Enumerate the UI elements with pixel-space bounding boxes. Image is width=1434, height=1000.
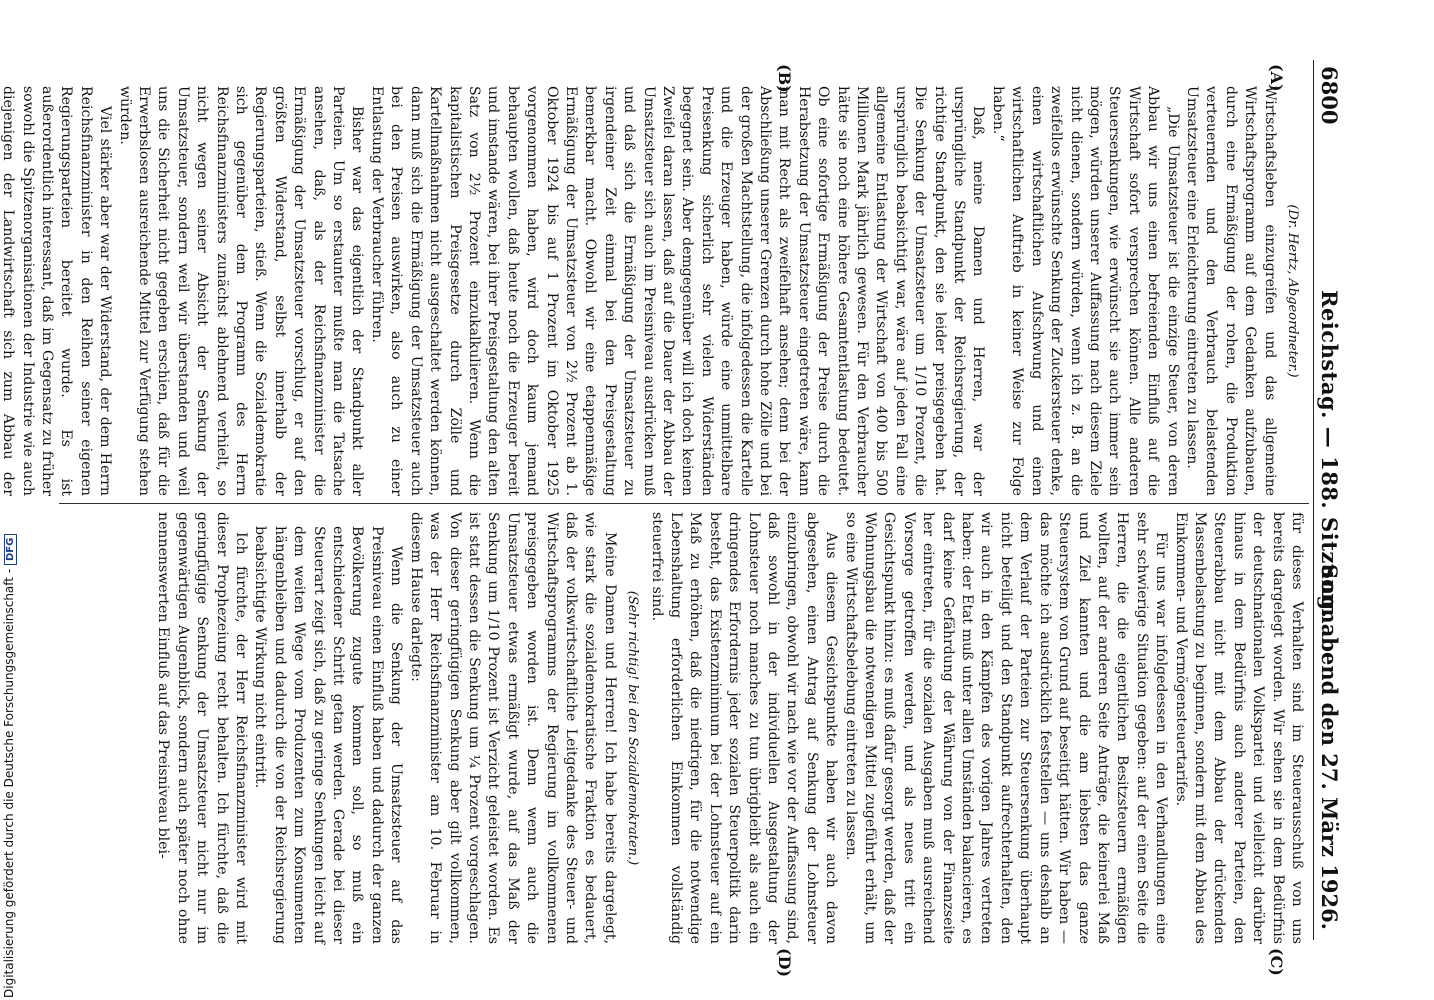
margin-letter-c: (C)	[1267, 948, 1286, 976]
paragraph: Viel stärker aber war der Widerstand, der dem Herrn Reichsfinanzminister in den Reihen seiner eigenen Regierungsparteien bereitet wurde. Es ist außerordentlich interessant, daß im Gegensatz zu früher sowohl die Spitzenorganisationen der Industrie wie auch diejenigen der Landwirtschaft sich zum Abbau der	[0, 86, 114, 496]
digitization-credit	[2, 8, 18, 998]
paragraph: Für uns war infolgedessen in den Verhandlungen eine sehr schwierige Situation gegeben: auf der einen Seite die Herren, die die eigentlichen Besitzsteuern ermäßigen wollten, auf der anderen Seite Anträge, die keinerlei Maß und Ziel kannten und die am liebsten das ganze Steuersystem von Grund auf beseitigt hätten. Wir haben — das möchte ich ausdrücklich feststellen — uns deshalb an dem Verlauf der Parteien zur Steuersenkung überhaupt nicht beteiligt und den Standpunkt aufrechterhalten, den wir auch in den Kämpfen des vorigen Jahres vertreten haben: der Etat muß unter allen Umständen balancieren, es darf keine Gefährdung der Währung von der Finanzseite her eintreten, für die sozialen Ausgaben muß ausreichend Vorsorge getroffen werden, und als neues tritt ein Gesichtspunkt hinzu: es muß dafür gesorgt werden, daß der Wohnungsbau die notwendigen Mittel zugeführt erhält, um so eine Wirtschaftsbelebung eintreten zu lassen.	[842, 512, 1170, 944]
margin-letter-d: (D)	[775, 948, 794, 978]
paragraph: Ich fürchte, der Herr Reichsfinanzminister wird mit dieser Prophezeiung recht behalten. Ich fürchte, daß die geringfügige Senkung der Umsatzsteuer nicht nur im gegenwärtigen Augenblick, sondern auch später noch ohne nennenswerten Einfluß auf das Preisniveau blei-	[155, 512, 250, 944]
interjection: (Sehr richtig! bei den Sozialdemokraten.)	[625, 590, 641, 866]
credit-text: Digitalisierung gefördert durch die Deutsche Forschungsgemeinschaft -	[2, 568, 16, 998]
paragraph: Wirtschaftsleben einzugreifen und das allgemeine Wirtschaftsprogramm auf dem Gedanken aufzubauen, durch eine Ermäßigung der rohen, die Produktion verteuernden und den Verbrauch belastenden Umsatzsteuer eine Erleichterung eintreten zu lassen.	[1183, 86, 1278, 496]
paragraph: Bisher war das eigentlich der Standpunkt aller Parteien. Um so erstaunter mußte man die Tatsache ansehen, daß, als der Reichsfinanzminister die Ermäßigung der Umsatzsteuer vorschlug, er auf den größten Widerstand, selbst innerhalb der Regierungsparteien, stieß. Wenn die Sozialdemokratie sich gegenüber dem Programm des Herrn Reichsfinanzministers zunächst ablehnend verhielt, so nicht wegen seiner Absicht der Senkung der Umsatzsteuer, sondern weil wir überstanden und weil uns die Sicherheit nicht gegeben erschien, daß für die Erwerbslosen ausreichende Mittel zur Verfügung stehen würden.	[116, 86, 366, 496]
page-header	[1313, 60, 1344, 940]
paragraph: „Die Umsatzsteuer ist die einzige Steuer, von deren Abbau wir uns einen befreienden Einfluß auf die Wirtschaft sofort versprechen können. Alle anderen Steuersenkungen, wie erwünscht sie auch immer sein mögen, würden unserer Auffassung nach diesem Ziele nicht dienen, sondern würden, wenn ich z. B. an die zweifellos erwünschte Senkung der Zuckersteuer denke, einen wirtschaftlichen Aufschwung und einen wirtschaftlichen Auftrieb in keiner Weise zur Folge haben.“	[989, 86, 1181, 496]
paragraph: Aus diesem Gesichtspunkte haben wir auch davon abgesehen, einen Antrag auf Senkung der Lohnsteuer einzubringen, obwohl wir nach wie vor der Auffassung sind, daß sowohl in der individuellen Ausgestaltung der Lohnsteuer noch manches zu tun übrigbleibt als auch ein dringendes Erfordernis jeder sozialen Steuerpolitik darin besteht, das Existenzminimum bei der Lohnsteuer auf ein Maß zu erhöhen, daß die niedrigen, für die notwendige Lebenshaltung erforderlichen Einkommen vollständig steuerfrei sind.	[648, 512, 840, 944]
quote-paragraph: Wenn die Senkung der Umsatzsteuer auf das Preisniveau einen Einfluß haben und dadurch der ganzen Bevölkerung zugute kommen soll, so muß ein entschiedener Schritt getan werden. Gerade bei dieser Steuerart zeigt sich, daß zu geringe Senkungen leicht auf dem weiten Wege vom Produzenten zum Konsumenten hängenbleiben und dadurch die von der Reichsregierung beabsichtigte Wirkung nicht eintritt.	[252, 526, 405, 944]
paragraph: Meine Damen und Herren! Ich habe bereits dargelegt, wie stark die sozialdemokratische Fraktion es bedauert, daß der volkswirtschaftliche Leitgedanke des Steuer- und Wirtschaftsprogramms der Regierung im vollkommenen preisgegeben worden ist. Denn wenn auch die Umsatzsteuer etwas ermäßigt wurde, auf das Maß der Senkung um 1/10 Prozent ist Verzicht geleistet worden. Es ist statt dessen die Senkung um ¼ Prozent vorgeschlagen. Von dieser geringfügigen Senkung aber gilt vollkommen, was der Herr Reichsfinanzminister am 10. Februar in diesem Hause darlegte:	[407, 512, 618, 944]
right-column	[106, 512, 1306, 944]
page-number: 6800	[1317, 66, 1342, 125]
paragraph: für dieses Verhalten sind im Steuerausschuß von uns bereits dargelegt worden. Wir sehen sie in dem Bedürfnis der deutschnationalen Volkspartei und vielleicht darüber hinaus in dem Bedürfnis auch anderer Parteien, den Steuerabbau nicht mit dem Abbau der drückenden Massenbelastung zu beginnen, sondern mit dem Abbau des Einkommen- und Vermögensteuertarifes.	[1172, 512, 1305, 944]
speaker-line: (Dr. Hertz, Abgeordneter.)	[1285, 204, 1300, 378]
header-title: Reichstag. — 188. Sitzung.	[1317, 290, 1342, 619]
margin-letter-b: (B)	[775, 64, 794, 93]
left-column	[0, 86, 1306, 496]
dfg-logo: DFG	[4, 534, 17, 565]
paragraph: Daß, meine Damen und Herren, war der ursprüngliche Standpunkt der Reichsregierung, der richtige Standpunkt, den sie leider preisgegeben hat. Die Senkung der Umsatzsteuer um 1/10 Prozent, die ursprünglich beabsichtigt war, wäre auf jeden Fall eine allgemeine Entlastung der Wirtschaft von 400 bis 500 Millionen Mark jährlich gewesen. Für den Verbraucher hätte sie noch eine höhere Gesamtentlastung bedeutet. Ob eine sofortige Ermäßigung der Preise durch die Herabsetzung der Umsatzsteuer eingetreten wäre, kann man mit Recht als zweifelhaft ansehen; denn bei der Abschließung unserer Grenzen durch hohe Zölle und bei der großen Machtstellung, die infolgedessen die Kartelle und die Erzeuger haben, würde eine unmittelbare Preisenkung sicherlich sehr vielen Widerständen begegnet sein. Aber demgegenüber will ich doch keinen Zweifel daran lassen, daß auf die Dauer der Abbau der Umsatzsteuer sich auch im Preisniveau ausdrücken muß und daß sich die Ermäßigung der Umsatzsteuer zu irgendeiner Zeit einmal bei den Preisgestaltung bemerkbar macht. Obwohl wir eine etappenmäßige Ermäßigung der Umsatzsteuer von 2½ Prozent ab 1. Oktober 1924 bis auf 1 Prozent im Oktober 1925 vorgenommen haben, wird doch kaum jemand behaupten wollen, daß heute noch die Erzeuger bereit und imstande wären, bei ihrer Preisgestaltung den alten Satz von 2½ Prozent einzukalkulieren. Wenn die kapitalistischen Preisgesetze durch Zölle und Kartellmaßnahmen nicht ausgeschaltet werden können, dann muß sich die Ermäßigung der Umsatzsteuer auch bei den Preisen auswirken, also auch zu einer Entlastung der Verbraucher führen.	[368, 86, 987, 496]
margin-letter-a: (A)	[1267, 64, 1286, 92]
column-divider	[59, 503, 1309, 504]
header-date: Sonnabend den 27. März 1926.	[1317, 563, 1342, 930]
